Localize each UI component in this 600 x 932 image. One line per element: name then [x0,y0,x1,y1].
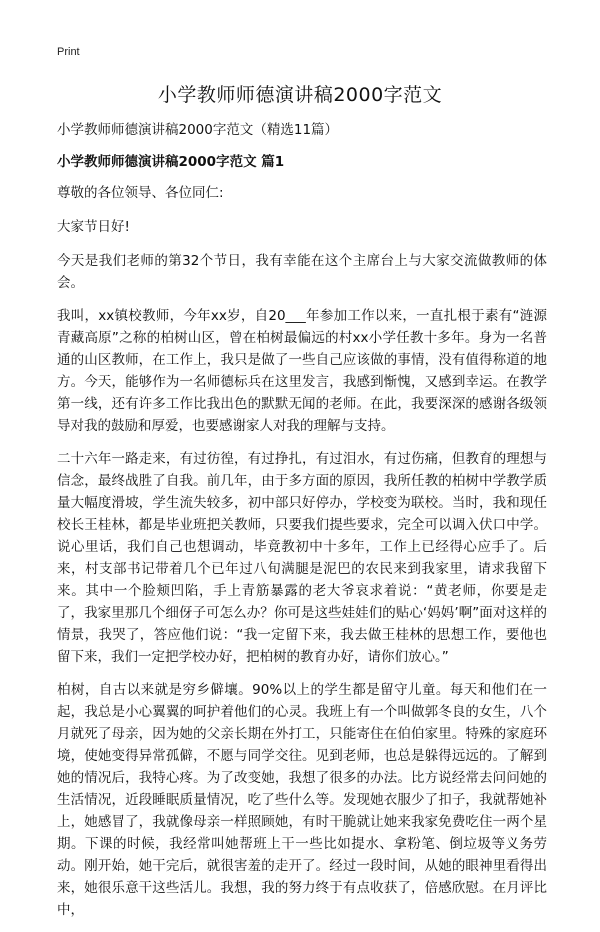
body-paragraph: 柏树，自古以来就是穷乡僻壤。90%以上的学生都是留守儿童。每天和他们在一起，我总是小心翼翼的呵护着他们的心灵。我班上有一个叫做郭冬良的女生，八个月就死了母亲，因为她的父亲长期在外打工，只能寄住在伯伯家里。特殊的家庭环境，使她变得异常孤僻，不愿与同学交往。见到老师，也总是躲得远远的。了解到她的情况后，我特心疼。为了改变她，我想了很多的办法。比方说经常去问问她的生活情况，近段睡眠质量情况，吃了些什么等。发现她衣服少了扣子，我就帮她补上，她感冒了，我就像母亲一样照顾她，有时干脆就让她来我家免费吃住一两个星期。下课的时候，我经常叫她帮班上干一些比如提水、拿粉笔、倒垃圾等义务劳动。刚开始，她干完后，就很害羞的走开了。经过一段时间，从她的眼神里看得出来，她很乐意干这些活儿。我想，我的努力终于有点收获了，倍感欣慰。在月评比中， [57,682,547,918]
section-heading: 小学教师师德演讲稿2000字范文 篇1 [57,154,285,170]
body-paragraph: 我叫，xx镇校教师，今年xx岁，自20___年参加工作以来，一直扎根于素有“涟源青藏高原”之称的柏树山区，曾在柏树最偏远的村xx小学任教十多年。身为一名普通的山区教师，在工作上，我只是做了一些自己应该做的事情，没有值得称道的地方。今天，能够作为一名师德标兵在这里发言，我感到惭愧，又感到幸运。在教学第一线，还有许多工作比我出色的默默无闻的老师。在此，我要深深的感谢各级领导对我的鼓励和厚爱，也要感谢家人对我的理解与支持。 [57,308,547,434]
document-subtitle: 小学教师师德演讲稿2000字范文（精选11篇） [57,122,339,138]
greeting-line: 尊敬的各位领导、各位同仁: [57,185,224,201]
body-paragraph: 今天是我们老师的第32个节日，我有幸能在这个主席台上与大家交流做教师的体会。 [57,253,547,291]
greeting-line: 大家节日好! [57,219,130,235]
print-label: Print [57,46,80,58]
document-body [57,119,547,932]
body-paragraph: 二十六年一路走来，有过彷徨，有过挣扎，有过泪水，有过伤痛，但教育的理想与信念，最终战胜了自我。前几年，由于多方面的原因，我所任教的柏树中学教学质量大幅度滑坡，学生流失较多，初中部只好停办，学校变为联校。当时，我和现任校长王桂林，都是毕业班把关教师，只要我们提些要求，完全可以调入伏口中学。说心里话，我们自己也想调动，毕竟教初中十多年，工作上已经得心应手了。后来，村支部书记带着几个已年过八旬满腿是泥巴的农民来到我家里，请求我留下来。其中一个脸颊凹陷，手上青筋暴露的老大爷哀求着说：“黄老师，你要是走了，我家里那几个细伢子可怎么办？你可是这些娃娃们的贴心‘妈妈’啊”面对这样的情景，我哭了，答应他们说：“我一定留下来，我去做王桂林的思想工作，要他也留下来，我们一定把学校办好，把柏树的教育办好，请你们放心。” [57,451,547,665]
document-title: 小学教师师德演讲稿2000字范文 [157,84,443,106]
